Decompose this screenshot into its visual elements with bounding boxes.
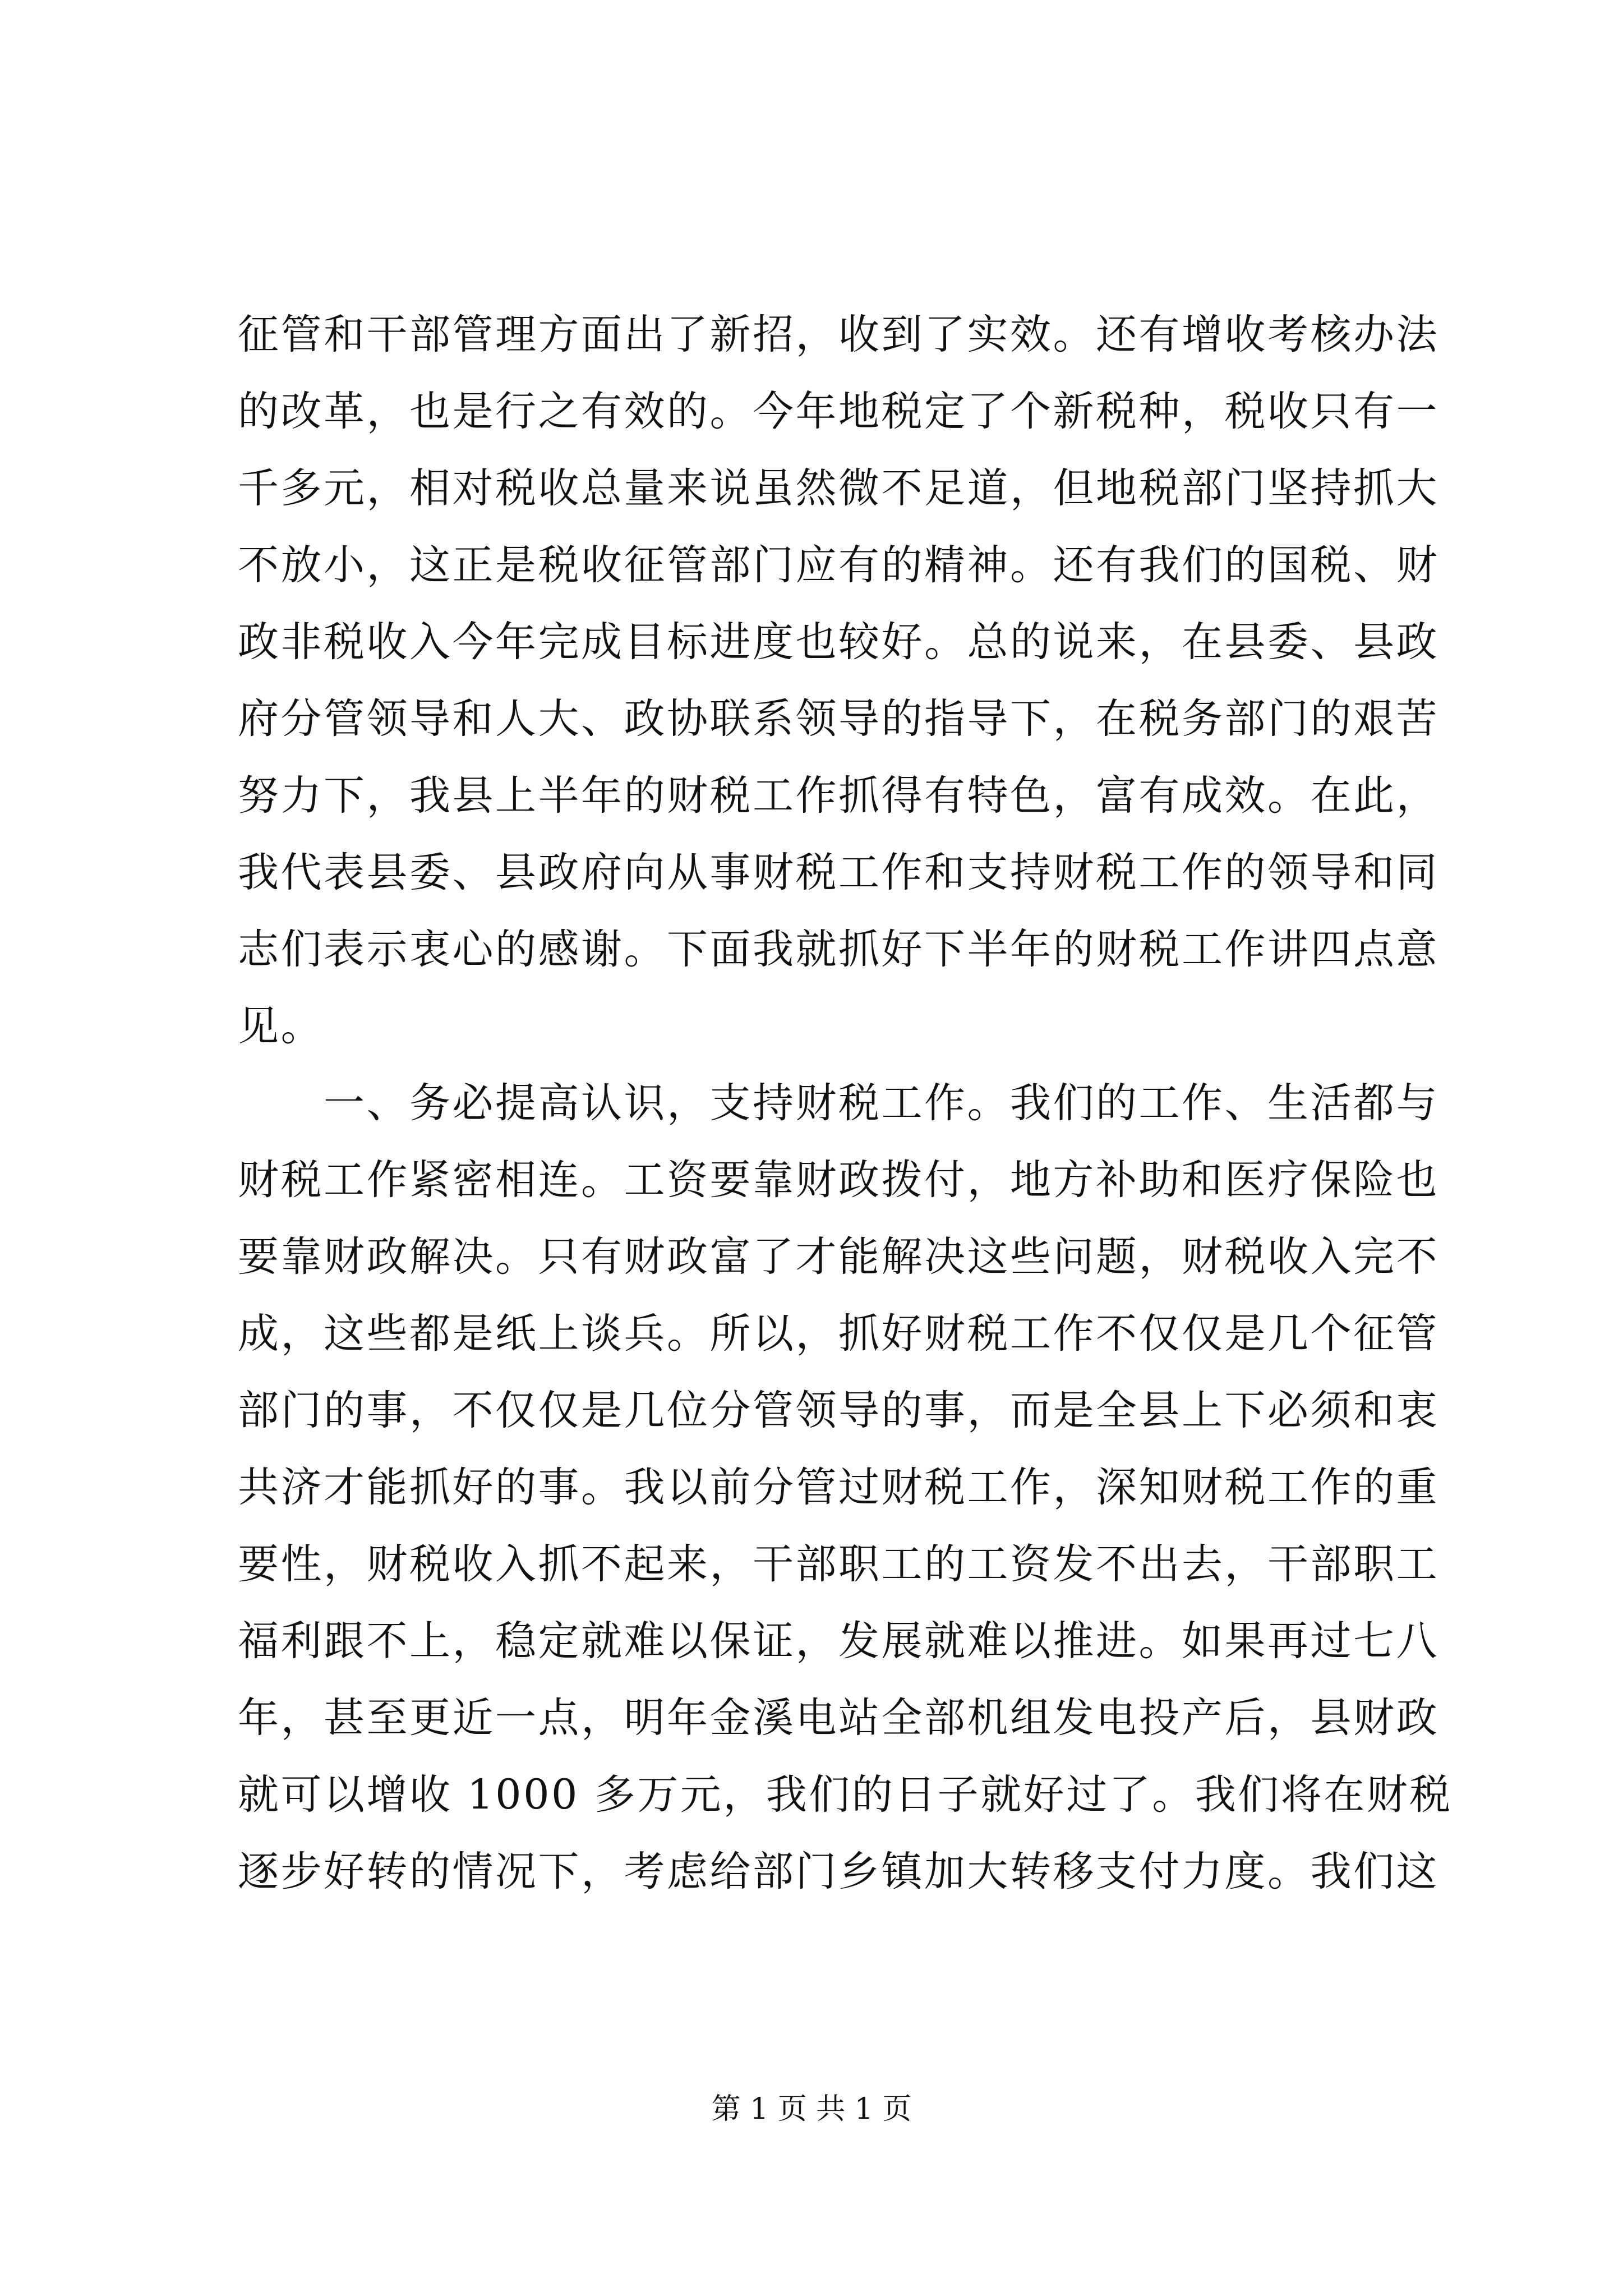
text-line: 福利跟不上，稳定就难以保证，发展就难以推进。如果再过七八 [238,1617,1439,1665]
text-line: 逐步好转的情况下，考虑给部门乡镇加大转移支付力度。我们这 [238,1848,1439,1895]
text-line: 志们表示衷心的感谢。下面我就抓好下半年的财税工作讲四点意 [238,926,1439,973]
paragraph-first-line: 一、务必提高认识，支持财税工作。我们的工作、生活都与 [238,1079,1439,1127]
text-line: 共济才能抓好的事。我以前分管过财税工作，深知财税工作的重 [238,1464,1439,1511]
text-line: 见。 [238,1002,324,1050]
text-line: 年，甚至更近一点，明年金溪电站全部机组发电投产后，县财政 [238,1694,1439,1742]
text-line: 财税工作紧密相连。工资要靠财政拨付，地方补助和医疗保险也 [238,1156,1439,1204]
body-text [238,296,1453,1910]
page-number-footer: 第 1 页 共 1 页 [711,2092,912,2126]
text-line: 成，这些都是纸上谈兵。所以，抓好财税工作不仅仅是几个征管 [238,1310,1439,1358]
text-line: 要性，财税收入抓不起来，干部职工的工资发不出去，干部职工 [238,1540,1439,1588]
text-line: 我代表县委、县政府向从事财税工作和支持财税工作的领导和同 [238,849,1439,896]
text-line: 千多元，相对税收总量来说虽然微不足道，但地税部门坚持抓大 [238,464,1439,512]
text-line: 不放小，这正是税收征管部门应有的精神。还有我们的国税、财 [238,541,1439,589]
text-line: 的改革，也是行之有效的。今年地税定了个新税种，税收只有一 [238,388,1439,435]
text-line: 府分管领导和人大、政协联系领导的指导下，在税务部门的艰苦 [238,695,1439,743]
text-line: 部门的事，不仅仅是几位分管领导的事，而是全县上下必须和衷 [238,1387,1439,1434]
text-line: 征管和干部管理方面出了新招，收到了实效。还有增收考核办法 [238,311,1439,358]
text-line: 就可以增收 1000 多万元，我们的日子就好过了。我们将在财税 [238,1771,1453,1819]
text-line: 要靠财政解决。只有财政富了才能解决这些问题，财税收入完不 [238,1233,1439,1281]
text-line: 努力下，我县上半年的财税工作抓得有特色，富有成效。在此， [238,772,1439,820]
text-line: 政非税收入今年完成目标进度也较好。总的说来，在县委、县政 [238,618,1439,666]
